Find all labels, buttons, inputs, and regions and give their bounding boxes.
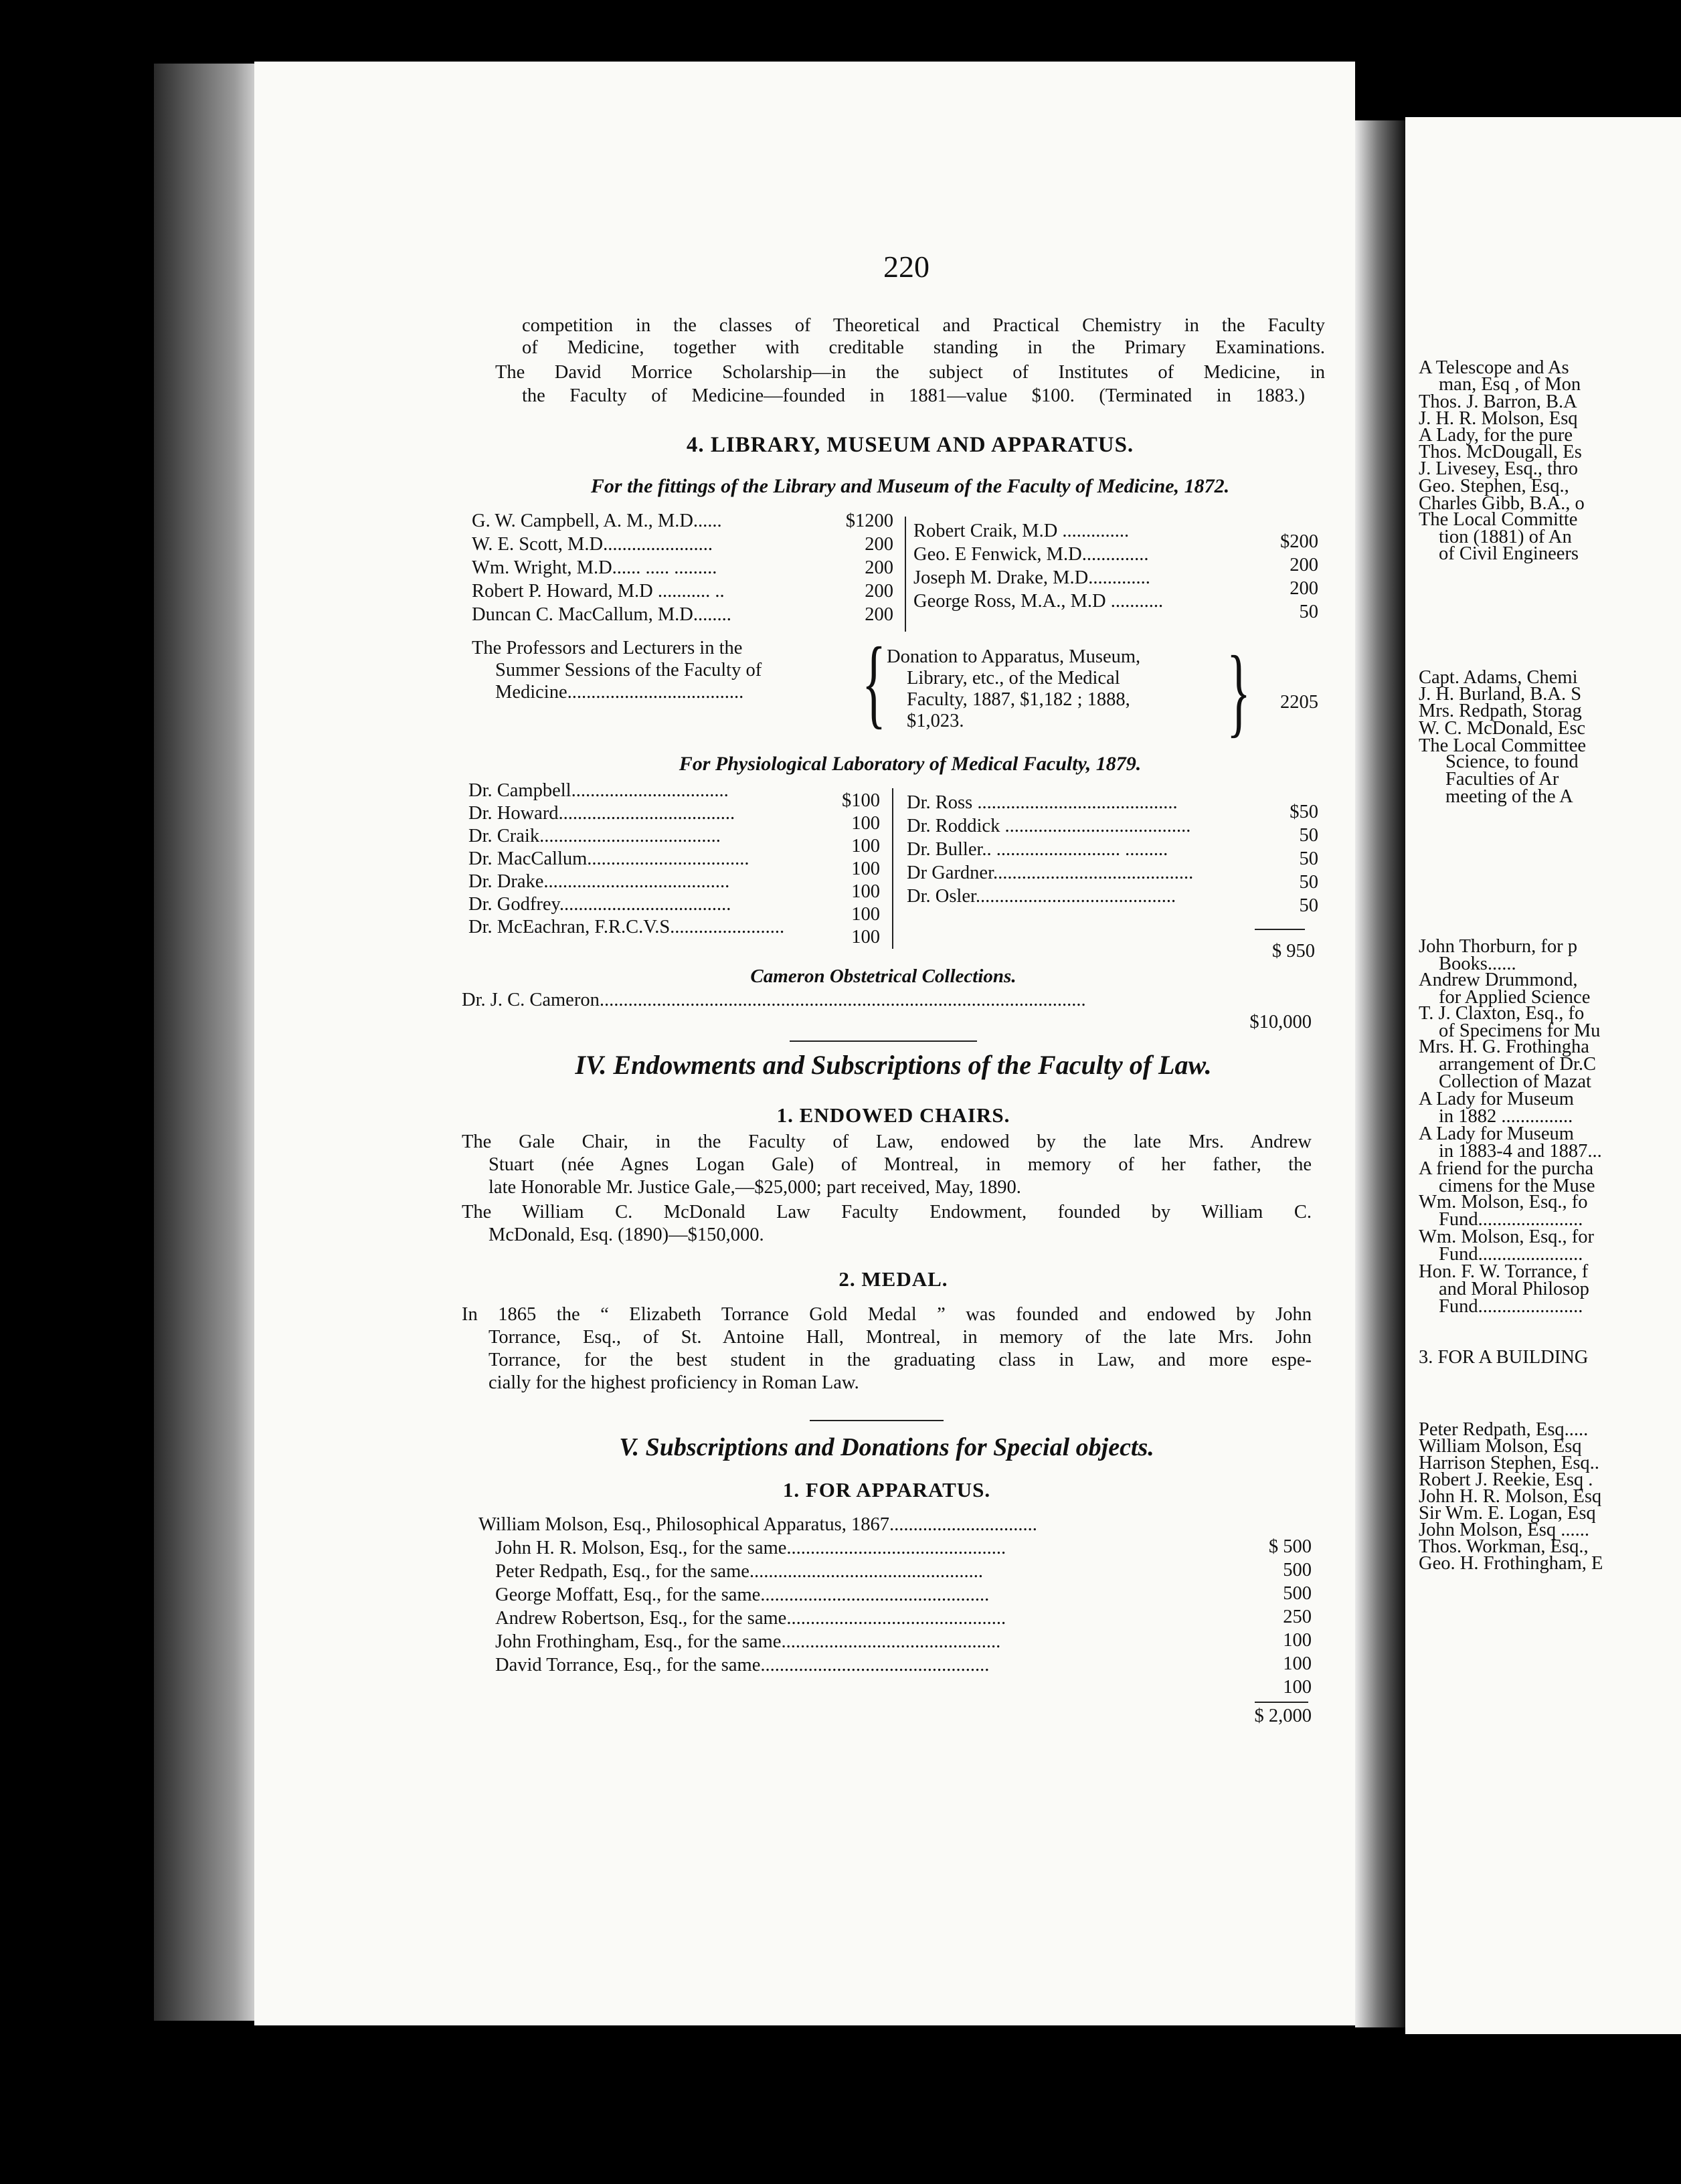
medal-line: cially for the highest proficiency in Roman Law. (489, 1372, 859, 1393)
mcdonald-endowment-line: McDonald, Esq. (1890)—$150,000. (489, 1224, 764, 1245)
donation-line: Faculty, 1887, $1,182 ; 1888, (907, 689, 1130, 710)
donor-amount: 100 (851, 813, 880, 834)
donor-amount: 50 (1299, 872, 1318, 893)
donor-name: Dr. Campbell................................. (468, 780, 729, 801)
right-page-line: The Local Committe (1419, 509, 1578, 530)
donor-name: Joseph M. Drake, M.D............. (913, 567, 1150, 588)
donor-amount: $ 500 (1268, 1536, 1312, 1557)
right-page-line: A Lady, for the pure (1419, 425, 1573, 446)
right-page-line: Andrew Drummond, (1419, 970, 1578, 990)
donation-line: Donation to Apparatus, Museum, (887, 646, 1141, 667)
special-objects-heading: V. Subscriptions and Donations for Special objects. (619, 1433, 1154, 1461)
right-page-line: Capt. Adams, Chemi (1419, 667, 1578, 688)
right-page-line: 3. FOR A BUILDING (1419, 1347, 1589, 1368)
total-rule (1255, 929, 1305, 930)
library-heading: 4. LIBRARY, MUSEUM AND APPARATUS. (686, 433, 1134, 457)
section-rule (810, 1420, 944, 1421)
donor-amount: 200 (1290, 578, 1318, 599)
right-page-line: arrangement of Dr.C (1439, 1054, 1597, 1075)
right-page-line: Charles Gibb, B.A., o (1419, 493, 1585, 514)
right-page-line: Geo. Stephen, Esq., (1419, 476, 1569, 496)
right-page-line: in 1883-4 and 1887... (1439, 1141, 1602, 1162)
donor-name: Dr. Osler.......................................... (907, 886, 1176, 907)
professors-line: Medicine..................................... (495, 682, 744, 703)
right-page-line: of Specimens for Mu (1439, 1020, 1601, 1041)
right-page-line: Wm. Molson, Esq., for (1419, 1226, 1595, 1247)
donor-amount: 100 (851, 927, 880, 947)
left-brace: { (862, 627, 886, 738)
donor-name: William Molson, Esq., Philosophical Apparatus, 1867............................... (478, 1514, 1037, 1535)
donor-amount: 100 (851, 904, 880, 925)
cameron-heading: Cameron Obstetrical Collections. (750, 966, 1016, 987)
right-page-line: Mrs. H. G. Frothingha (1419, 1036, 1589, 1057)
donor-amount: 100 (851, 836, 880, 856)
donor-name: David Torrance, Esq., for the same................................................ (495, 1655, 990, 1675)
gale-chair-line: Stuart (née Agnes Logan Gale) of Montreal, in memory of her father, the (489, 1154, 1312, 1175)
right-page-line: of Civil Engineers (1439, 543, 1579, 564)
right-page-line: Fund...................... (1439, 1244, 1583, 1265)
right-page-line: Thos. J. Barron, B.A (1419, 391, 1577, 412)
right-page-line: Geo. H. Frothingham, E (1419, 1553, 1603, 1574)
right-page-line: Science, to found (1445, 751, 1579, 772)
donor-name: Dr. MacCallum.................................. (468, 848, 749, 869)
donor-name: W. E. Scott, M.D....................... (472, 534, 713, 555)
donor-amount: $1200 (845, 511, 893, 531)
right-page-line: John H. R. Molson, Esq (1419, 1486, 1602, 1507)
right-brace: } (1227, 636, 1251, 747)
intro-line: of Medicine, together with creditable standing in the Primary Examinations. (522, 337, 1325, 358)
total-rule (1255, 1702, 1308, 1703)
donor-amount: 100 (851, 881, 880, 902)
apparatus-total: $ 2,000 (1254, 1706, 1312, 1726)
donor-amount: $200 (1280, 531, 1318, 552)
donor-amount: 200 (1290, 555, 1318, 575)
right-page-line: for Applied Science (1439, 987, 1591, 1008)
right-page-line: A friend for the purcha (1419, 1158, 1594, 1179)
section-rule (790, 1040, 977, 1042)
right-page-line: William Molson, Esq (1419, 1436, 1582, 1457)
gale-chair-line: The Gale Chair, in the Faculty of Law, endowed by the late Mrs. Andrew (462, 1131, 1312, 1152)
right-page-line: Faculties of Ar (1445, 769, 1559, 790)
right-page-line: Sir Wm. E. Logan, Esq (1419, 1503, 1596, 1524)
donor-name: Wm. Wright, M.D...... ..... ......... (472, 557, 717, 578)
right-page-line: J. H. Burland, B.A. S (1419, 684, 1582, 705)
law-section-heading: IV. Endowments and Subscriptions of the Faculty of Law. (575, 1050, 1212, 1080)
right-page-line: John Molson, Esq ...... (1419, 1520, 1589, 1540)
donor-name: Duncan C. MacCallum, M.D........ (472, 604, 731, 625)
donor-name: Robert P. Howard, M.D ........... .. (472, 581, 725, 602)
right-page-line: The Local Committee (1419, 735, 1587, 756)
right-page-line: Collection of Mazat (1439, 1071, 1591, 1092)
professors-line: The Professors and Lecturers in the (472, 638, 743, 658)
donor-amount: 200 (865, 534, 893, 555)
donor-amount: 500 (1283, 1560, 1312, 1580)
right-page-line: A Lady for Museum (1419, 1089, 1574, 1109)
donor-name: Dr. Roddick ....................................... (907, 816, 1191, 836)
donor-name: Dr. Craik...................................... (468, 826, 721, 846)
donor-amount: 50 (1299, 825, 1318, 846)
physiology-subheading: For Physiological Laboratory of Medical Faculty, 1879. (679, 753, 1142, 775)
right-page-line: T. J. Claxton, Esq., fo (1419, 1003, 1585, 1024)
column-divider (892, 788, 893, 949)
right-page-line: Peter Redpath, Esq..... (1419, 1419, 1589, 1440)
mcdonald-endowment-line: The William C. McDonald Law Faculty Endowment, founded by William C. (462, 1202, 1312, 1222)
donation-amount: 2205 (1280, 692, 1318, 713)
right-page-line: Fund...................... (1439, 1209, 1583, 1230)
right-page-line: Books...... (1439, 953, 1516, 974)
donor-amount: 100 (1283, 1630, 1312, 1651)
donor-name: John H. R. Molson, Esq., for the same.............................................. (495, 1538, 1006, 1558)
donor-amount: 50 (1299, 895, 1318, 916)
right-page-line: J. H. R. Molson, Esq (1419, 408, 1578, 429)
right-page-line: Thos. McDougall, Es (1419, 442, 1582, 462)
right-page-line: Hon. F. W. Torrance, f (1419, 1261, 1589, 1282)
donor-name: Dr Gardner.......................................... (907, 862, 1194, 883)
intro-line: competition in the classes of Theoretical and Practical Chemistry in the Faculty (522, 315, 1325, 336)
right-page-line: Thos. Workman, Esq., (1419, 1536, 1589, 1557)
right-page-line: A Telescope and As (1419, 357, 1569, 378)
donor-name: Peter Redpath, Esq., for the same................................................. (495, 1561, 984, 1582)
donor-amount: 100 (1283, 1653, 1312, 1674)
donor-amount: 50 (1299, 848, 1318, 869)
right-page-line: W. C. McDonald, Esc (1419, 718, 1586, 739)
apparatus-heading: 1. FOR APPARATUS. (782, 1478, 991, 1502)
book-gutter (1355, 120, 1405, 2027)
donor-name: Dr. Ross .......................................... (907, 792, 1178, 813)
endowed-chairs-heading: 1. ENDOWED CHAIRS. (776, 1103, 1010, 1127)
right-page-line: Harrison Stephen, Esq.. (1419, 1453, 1599, 1473)
donor-name: G. W. Campbell, A. M., M.D...... (472, 511, 722, 531)
donor-amount: 200 (865, 604, 893, 625)
right-page-line: in 1882 ............... (1439, 1106, 1573, 1127)
donor-name: George Ross, M.A., M.D ........... (913, 591, 1164, 612)
donor-amount: 200 (865, 557, 893, 578)
right-page-line: man, Esq , of Mon (1439, 374, 1581, 395)
right-page-line: and Moral Philosop (1439, 1279, 1589, 1299)
page-number: 220 (883, 250, 930, 284)
donation-line: $1,023. (907, 711, 964, 731)
right-page-line: Wm. Molson, Esq., fo (1419, 1192, 1588, 1212)
gale-chair-line: late Honorable Mr. Justice Gale,—$25,000; part received, May, 1890. (489, 1177, 1021, 1198)
right-page-line: J. Livesey, Esq., thro (1419, 458, 1578, 479)
morrice-scholarship-line: the Faculty of Medicine—founded in 1881—value $100. (Terminated in 1883.) (522, 385, 1305, 406)
right-page-line: meeting of the A (1445, 786, 1573, 807)
right-page-line: Fund...................... (1439, 1296, 1583, 1317)
donor-amount: 100 (1283, 1677, 1312, 1698)
donor-name: Dr. Howard..................................... (468, 803, 735, 824)
donor-name: Geo. E Fenwick, M.D.............. (913, 544, 1149, 565)
donor-amount: $50 (1290, 802, 1318, 822)
donor-name: Dr. McEachran, F.R.C.V.S........................ (468, 917, 785, 937)
donor-amount: 100 (851, 858, 880, 879)
column-divider (905, 517, 906, 632)
right-page-line: Mrs. Redpath, Storag (1419, 701, 1582, 721)
medal-line: Torrance, for the best student in the graduating class in Law, and more espe- (489, 1350, 1312, 1370)
right-page-line: John Thorburn, for p (1419, 936, 1577, 957)
right-page-line: cimens for the Muse (1439, 1176, 1595, 1196)
right-page-line: Robert J. Reekie, Esq . (1419, 1469, 1593, 1490)
donor-amount: $100 (842, 790, 880, 811)
donor-name: Robert Craik, M.D .............. (913, 521, 1130, 541)
medal-heading: 2. MEDAL. (838, 1267, 948, 1291)
donor-name: Dr. Drake....................................... (468, 871, 730, 892)
cameron-amount: $10,000 (1249, 1012, 1312, 1032)
donor-amount: 50 (1299, 602, 1318, 622)
professors-line: Summer Sessions of the Faculty of (495, 660, 762, 680)
donor-name: Dr. Godfrey.................................... (468, 894, 731, 915)
library-subheading: For the fittings of the Library and Museum of the Faculty of Medicine, 1872. (590, 475, 1230, 497)
medal-line: In 1865 the “ Elizabeth Torrance Gold Medal ” was founded and endowed by John (462, 1304, 1312, 1325)
donor-amount: 250 (1283, 1607, 1312, 1627)
donor-name: Dr. Buller.. .......................... ......... (907, 839, 1168, 860)
donor-amount: 500 (1283, 1583, 1312, 1604)
physiology-total: $ 950 (1271, 941, 1315, 962)
medal-line: Torrance, Esq., of St. Antoine Hall, Montreal, in memory of the late Mrs. John (489, 1327, 1312, 1348)
donor-amount: 200 (865, 581, 893, 602)
cameron-donor: Dr. J. C. Cameron...................................................................................................... (462, 990, 1086, 1010)
donor-name: George Moffatt, Esq., for the same................................................ (495, 1584, 990, 1605)
right-page-line: tion (1881) of An (1439, 527, 1572, 547)
book-spine-edge (154, 64, 254, 2021)
morrice-scholarship-line: The David Morrice Scholarship—in the subject of Institutes of Medicine, in (495, 362, 1325, 383)
right-page (1405, 117, 1681, 2034)
donor-name: Andrew Robertson, Esq., for the same.............................................. (495, 1608, 1006, 1629)
donation-line: Library, etc., of the Medical (907, 668, 1120, 689)
donor-name: John Frothingham, Esq., for the same.............................................. (495, 1631, 1001, 1652)
right-page-line: A Lady for Museum (1419, 1123, 1574, 1144)
